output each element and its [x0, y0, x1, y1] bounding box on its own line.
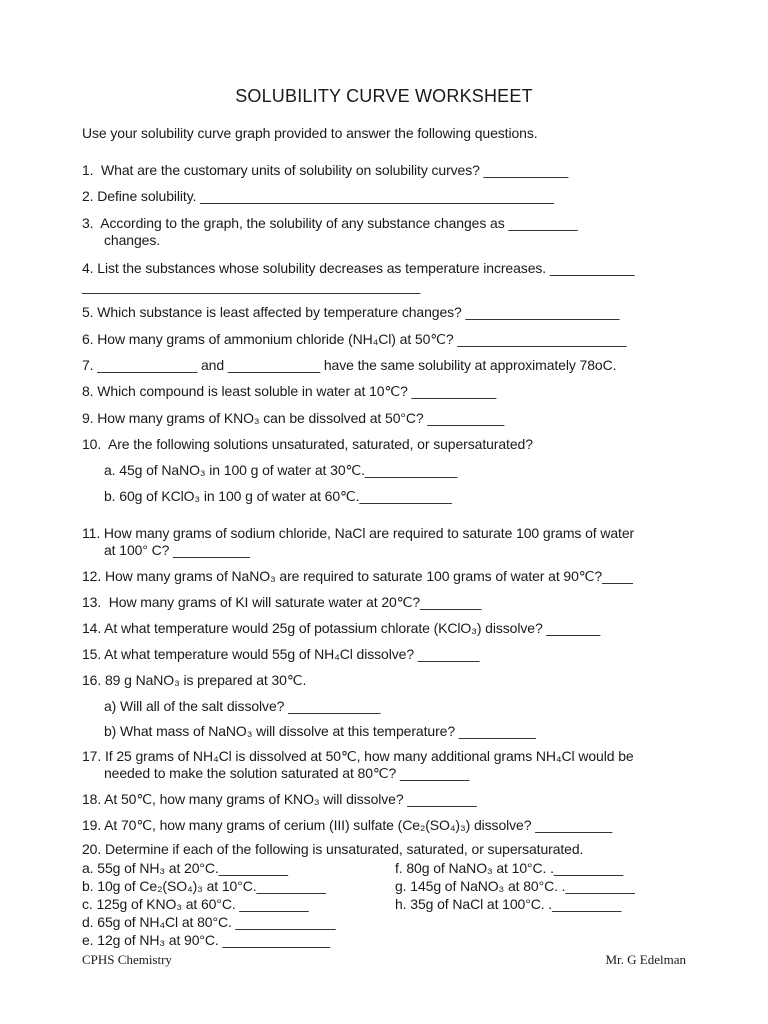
question-20f: f. 80g of NaNO₃ at 10°C. ._________ — [395, 860, 624, 876]
intro-text: Use your solubility curve graph provided to answer the following questions. — [82, 125, 538, 141]
question-7: 7. _____________ and ____________ have the same solubility at approximately 78oC. — [82, 357, 617, 373]
question-17: 17. If 25 grams of NH₄Cl is dissolved at 50℃, how many additional grams NH₄Cl would be — [82, 748, 634, 764]
question-10a: a. 45g of NaNO₃ in 100 g of water at 30℃.____________ — [104, 462, 458, 478]
question-10b: b. 60g of KClO₃ in 100 g of water at 60℃.____________ — [104, 488, 452, 504]
page-title: SOLUBILITY CURVE WORKSHEET — [235, 86, 533, 106]
question-3-cont: changes. — [104, 232, 161, 248]
question-20g: g. 145g of NaNO₃ at 80°C. ._________ — [395, 878, 635, 894]
question-1: 1. What are the customary units of solubility on solubility curves? ___________ — [82, 162, 569, 178]
question-20a: a. 55g of NH₃ at 20°C._________ — [82, 860, 288, 876]
question-14: 14. At what temperature would 25g of potassium chlorate (KClO₃) dissolve? _______ — [82, 620, 601, 636]
question-20b: b. 10g of Ce₂(SO₄)₃ at 10°C._________ — [82, 878, 326, 894]
question-3: 3. According to the graph, the solubility of any substance changes as _________ — [82, 215, 578, 231]
question-16a: a) Will all of the salt dissolve? ____________ — [104, 698, 381, 714]
question-20e: e. 12g of NH₃ at 90°C. ______________ — [82, 932, 331, 948]
question-9: 9. How many grams of KNO₃ can be dissolved at 50°C? __________ — [82, 410, 505, 426]
question-20c: c. 125g of KNO₃ at 60°C. _________ — [82, 896, 309, 912]
footer-course: CPHS Chemistry — [82, 952, 172, 967]
question-4: 4. List the substances whose solubility decreases as temperature increases. ___________ — [82, 260, 635, 276]
question-6: 6. How many grams of ammonium chloride (NH₄Cl) at 50℃? ______________________ — [82, 331, 627, 347]
question-2: 2. Define solubility. ______________________________________________ — [82, 188, 554, 204]
question-5: 5. Which substance is least affected by temperature changes? ____________________ — [82, 304, 620, 320]
question-20h: h. 35g of NaCl at 100°C. ._________ — [395, 896, 622, 912]
question-12: 12. How many grams of NaNO₃ are required to saturate 100 grams of water at 90℃?____ — [82, 568, 633, 584]
question-20: 20. Determine if each of the following is unsaturated, saturated, or supersaturated. — [82, 841, 584, 857]
question-17-cont: needed to make the solution saturated at 80℃? _________ — [104, 765, 470, 781]
question-10: 10. Are the following solutions unsaturated, saturated, or supersaturated? — [82, 436, 533, 452]
question-13: 13. How many grams of KI will saturate water at 20℃?________ — [82, 594, 482, 610]
question-19: 19. At 70℃, how many grams of cerium (III) sulfate (Ce₂(SO₄)₃) dissolve? __________ — [82, 817, 613, 833]
footer-author: Mr. G Edelman — [605, 952, 686, 967]
question-18: 18. At 50℃, how many grams of KNO₃ will dissolve? _________ — [82, 791, 477, 807]
question-4-cont: ____________________________________________ — [82, 278, 421, 294]
question-8: 8. Which compound is least soluble in water at 10℃? ___________ — [82, 383, 497, 399]
question-11-cont: at 100° C? __________ — [104, 542, 250, 558]
question-11: 11. How many grams of sodium chloride, NaCl are required to saturate 100 grams of water — [82, 525, 635, 541]
question-20d: d. 65g of NH₄Cl at 80°C. _____________ — [82, 914, 336, 930]
question-16b: b) What mass of NaNO₃ will dissolve at this temperature? __________ — [104, 723, 536, 739]
question-15: 15. At what temperature would 55g of NH₄Cl dissolve? ________ — [82, 646, 480, 662]
question-16: 16. 89 g NaNO₃ is prepared at 30℃. — [82, 672, 307, 688]
